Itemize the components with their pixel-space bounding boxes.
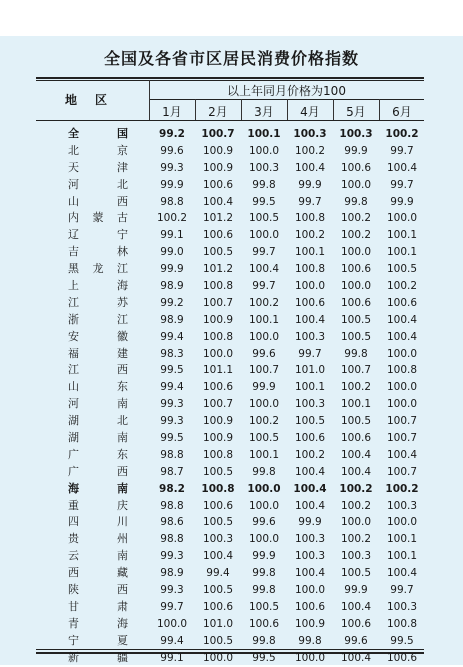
table-row — [36, 194, 424, 211]
index-value: 100.8 — [386, 364, 418, 377]
month-header: 5月 — [346, 105, 366, 119]
index-value: 99.7 — [390, 584, 414, 597]
table-row — [36, 548, 424, 565]
index-value: 100.0 — [248, 229, 280, 242]
table-row — [36, 413, 424, 430]
table-row — [36, 227, 424, 244]
index-value: 99.8 — [252, 584, 276, 597]
index-value: 100.2 — [385, 482, 419, 495]
index-value: 100.0 — [248, 398, 280, 411]
index-value: 100.7 — [386, 432, 418, 445]
index-value: 100.2 — [294, 144, 326, 157]
index-value: 99.3 — [160, 415, 184, 428]
table-row — [36, 650, 424, 667]
index-value: 100.6 — [340, 161, 372, 174]
region-name: 广 东 — [68, 447, 128, 461]
month-header: 1月 — [162, 105, 182, 119]
table-row — [36, 346, 424, 363]
index-value: 99.8 — [298, 634, 322, 647]
table-row — [36, 599, 424, 616]
month-divider — [379, 99, 380, 120]
index-value: 99.3 — [160, 398, 184, 411]
index-value: 99.9 — [390, 195, 414, 208]
index-value: 99.0 — [160, 246, 184, 259]
index-value: 100.5 — [340, 415, 372, 428]
region-name: 重 庆 — [68, 498, 128, 512]
index-value: 101.2 — [202, 263, 234, 276]
index-value: 100.5 — [294, 415, 326, 428]
index-value: 99.9 — [344, 584, 368, 597]
index-value: 99.8 — [344, 195, 368, 208]
index-value: 100.4 — [248, 263, 280, 276]
index-value: 100.9 — [294, 617, 326, 630]
index-value: 100.1 — [294, 381, 326, 394]
month-divider — [241, 99, 242, 120]
index-value: 100.4 — [386, 313, 418, 326]
index-value: 98.6 — [160, 516, 184, 529]
index-value: 100.1 — [386, 246, 418, 259]
index-value: 100.6 — [340, 263, 372, 276]
index-value: 100.2 — [340, 381, 372, 394]
index-value: 100.4 — [340, 465, 372, 478]
index-value: 101.0 — [294, 364, 326, 377]
region-name: 广 西 — [68, 464, 128, 478]
index-value: 100.4 — [293, 482, 327, 495]
index-value: 99.8 — [252, 634, 276, 647]
index-value: 100.7 — [248, 364, 280, 377]
index-value: 99.5 — [390, 634, 414, 647]
table-row — [36, 514, 424, 531]
index-value: 99.3 — [160, 584, 184, 597]
region-name: 湖 南 — [68, 431, 128, 445]
index-value: 100.2 — [340, 499, 372, 512]
month-header: 3月 — [254, 105, 274, 119]
index-value: 100.5 — [202, 465, 234, 478]
table-row — [36, 379, 424, 396]
region-name: 湖 北 — [68, 414, 128, 428]
index-value: 98.8 — [160, 195, 184, 208]
index-value: 100.4 — [340, 448, 372, 461]
index-value: 99.9 — [160, 263, 184, 276]
index-value: 100.6 — [340, 296, 372, 309]
month-header: 2月 — [208, 105, 228, 119]
index-value: 99.5 — [252, 651, 276, 664]
index-value: 100.1 — [386, 550, 418, 563]
index-value: 100.3 — [294, 533, 326, 546]
region-name: 浙 江 — [68, 312, 128, 326]
index-value: 99.6 — [252, 347, 276, 360]
region-name: 海 南 — [68, 481, 128, 495]
region-name: 河 北 — [68, 177, 128, 191]
index-value: 100.7 — [386, 415, 418, 428]
index-value: 99.1 — [160, 651, 184, 664]
index-value: 100.0 — [386, 516, 418, 529]
index-value: 100.2 — [248, 415, 280, 428]
table-row — [36, 616, 424, 633]
index-value: 99.7 — [298, 347, 322, 360]
index-value: 100.1 — [248, 313, 280, 326]
index-value: 100.6 — [202, 178, 234, 191]
index-value: 100.0 — [202, 347, 234, 360]
index-value: 100.0 — [386, 398, 418, 411]
index-value: 100.5 — [340, 567, 372, 580]
index-value: 100.4 — [294, 313, 326, 326]
index-value: 99.6 — [252, 516, 276, 529]
index-value: 99.3 — [160, 161, 184, 174]
region-name: 北 京 — [68, 143, 128, 157]
index-value: 100.9 — [202, 415, 234, 428]
region-name: 山 西 — [68, 194, 128, 208]
index-value: 99.9 — [252, 550, 276, 563]
index-value: 99.2 — [160, 296, 184, 309]
table-row — [36, 312, 424, 329]
table-row — [36, 278, 424, 295]
index-value: 99.7 — [390, 178, 414, 191]
index-value: 101.0 — [202, 617, 234, 630]
index-value: 100.4 — [202, 195, 234, 208]
index-value: 100.7 — [386, 465, 418, 478]
region-name: 内 蒙 古 — [68, 211, 128, 225]
index-value: 99.3 — [160, 550, 184, 563]
index-value: 100.5 — [202, 634, 234, 647]
index-value: 99.5 — [160, 432, 184, 445]
top-rule — [36, 77, 424, 79]
index-value: 99.2 — [159, 128, 185, 140]
index-value: 100.5 — [340, 313, 372, 326]
index-value: 100.2 — [340, 229, 372, 242]
index-value: 100.7 — [201, 128, 235, 140]
index-value: 100.7 — [202, 398, 234, 411]
region-name: 西 藏 — [68, 566, 128, 580]
table-row — [36, 565, 424, 582]
month-header: 4月 — [300, 105, 320, 119]
index-value: 100.6 — [340, 432, 372, 445]
page-title: 全国及各省市区居民消费价格指数 — [103, 49, 359, 68]
table-row — [36, 126, 424, 143]
index-value: 100.2 — [340, 533, 372, 546]
index-value: 100.9 — [202, 313, 234, 326]
index-value: 98.2 — [159, 482, 185, 495]
index-value: 100.6 — [386, 296, 418, 309]
index-value: 100.0 — [294, 651, 326, 664]
table-row — [36, 447, 424, 464]
index-value: 100.4 — [202, 550, 234, 563]
index-value: 100.3 — [248, 161, 280, 174]
index-value: 100.5 — [202, 516, 234, 529]
table-panel — [0, 36, 463, 665]
index-value: 100.6 — [202, 600, 234, 613]
month-divider — [333, 99, 334, 120]
index-value: 98.7 — [160, 465, 184, 478]
table-row — [36, 464, 424, 481]
index-value: 100.9 — [202, 144, 234, 157]
table-row — [36, 531, 424, 548]
index-value: 100.0 — [248, 144, 280, 157]
index-value: 100.0 — [247, 482, 281, 495]
index-value: 98.9 — [160, 280, 184, 293]
index-value: 100.8 — [294, 263, 326, 276]
index-value: 100.3 — [339, 128, 373, 140]
index-value: 99.5 — [252, 195, 276, 208]
index-value: 100.6 — [294, 432, 326, 445]
table-row — [36, 498, 424, 515]
table-row — [36, 329, 424, 346]
index-value: 99.4 — [206, 567, 230, 580]
index-value: 98.8 — [160, 448, 184, 461]
index-value: 100.3 — [202, 533, 234, 546]
index-value: 100.2 — [294, 448, 326, 461]
index-value: 100.0 — [386, 381, 418, 394]
region-name: 江 西 — [68, 363, 128, 377]
index-value: 100.6 — [248, 617, 280, 630]
index-value: 99.9 — [160, 178, 184, 191]
data-rows — [36, 126, 424, 667]
table-row — [36, 362, 424, 379]
month-header: 6月 — [392, 105, 412, 119]
region-name: 青 海 — [68, 616, 128, 630]
index-value: 100.8 — [386, 617, 418, 630]
index-value: 99.8 — [344, 347, 368, 360]
index-value: 99.7 — [298, 195, 322, 208]
index-value: 100.0 — [248, 330, 280, 343]
index-value: 99.4 — [160, 381, 184, 394]
index-value: 98.3 — [160, 347, 184, 360]
index-value: 100.0 — [294, 280, 326, 293]
index-value: 100.2 — [156, 212, 188, 225]
index-value: 98.8 — [160, 533, 184, 546]
index-value: 100.5 — [248, 600, 280, 613]
index-value: 100.6 — [202, 381, 234, 394]
table-row — [36, 244, 424, 261]
table-row — [36, 261, 424, 278]
index-value: 99.5 — [160, 364, 184, 377]
index-value: 99.8 — [252, 567, 276, 580]
index-value: 101.1 — [202, 364, 234, 377]
index-value: 100.4 — [340, 651, 372, 664]
region-name: 河 南 — [68, 397, 128, 411]
index-value: 100.1 — [247, 128, 281, 140]
index-value: 100.8 — [202, 280, 234, 293]
index-value: 99.9 — [298, 178, 322, 191]
index-value: 99.4 — [160, 330, 184, 343]
index-value: 100.2 — [340, 212, 372, 225]
index-value: 98.9 — [160, 567, 184, 580]
index-value: 100.8 — [202, 330, 234, 343]
index-value: 100.6 — [294, 296, 326, 309]
index-value: 100.0 — [248, 499, 280, 512]
index-value: 100.7 — [340, 364, 372, 377]
index-value: 100.6 — [294, 600, 326, 613]
index-value: 100.1 — [340, 398, 372, 411]
index-value: 100.4 — [386, 448, 418, 461]
table-row — [36, 143, 424, 160]
region-name: 四 川 — [68, 515, 128, 529]
index-value: 100.0 — [294, 584, 326, 597]
index-value: 100.6 — [202, 229, 234, 242]
index-value: 100.6 — [386, 651, 418, 664]
region-name: 云 南 — [68, 549, 128, 563]
index-value: 99.7 — [160, 600, 184, 613]
table-row — [36, 210, 424, 227]
index-value: 100.4 — [294, 161, 326, 174]
region-name: 黑 龙 江 — [68, 262, 128, 276]
index-value: 100.8 — [201, 482, 235, 495]
index-value: 100.7 — [202, 296, 234, 309]
index-value: 99.9 — [344, 144, 368, 157]
table-row — [36, 160, 424, 177]
index-value: 100.4 — [294, 499, 326, 512]
index-value: 100.4 — [294, 567, 326, 580]
table-row — [36, 396, 424, 413]
region-name: 陕 西 — [68, 583, 128, 597]
index-value: 100.5 — [202, 584, 234, 597]
top-rule-inner — [36, 80, 424, 81]
region-name: 山 东 — [68, 380, 128, 394]
table-row — [36, 582, 424, 599]
index-value: 100.4 — [386, 330, 418, 343]
index-value: 100.0 — [386, 212, 418, 225]
region-name: 全 国 — [68, 127, 128, 140]
index-value: 100.5 — [248, 432, 280, 445]
index-value: 100.2 — [339, 482, 373, 495]
table-row — [36, 177, 424, 194]
index-value: 99.6 — [160, 144, 184, 157]
index-value: 100.5 — [202, 246, 234, 259]
index-value: 99.7 — [252, 280, 276, 293]
index-value: 99.6 — [344, 634, 368, 647]
index-value: 100.0 — [340, 178, 372, 191]
region-name: 天 津 — [68, 160, 128, 174]
index-value: 100.5 — [340, 330, 372, 343]
index-value: 100.1 — [248, 448, 280, 461]
table-row — [36, 295, 424, 312]
index-value: 99.9 — [252, 381, 276, 394]
index-value: 100.2 — [294, 229, 326, 242]
index-value: 100.3 — [294, 550, 326, 563]
index-value: 100.4 — [386, 161, 418, 174]
region-name: 宁 夏 — [68, 633, 128, 647]
index-value: 100.9 — [202, 432, 234, 445]
table-row — [36, 430, 424, 447]
index-value: 100.1 — [386, 229, 418, 242]
index-value: 100.0 — [386, 347, 418, 360]
region-name: 吉 林 — [68, 245, 128, 259]
index-value: 100.0 — [340, 280, 372, 293]
index-value: 100.6 — [340, 617, 372, 630]
index-value: 100.5 — [386, 263, 418, 276]
index-value: 100.4 — [386, 567, 418, 580]
index-value: 99.1 — [160, 229, 184, 242]
index-value: 100.3 — [386, 600, 418, 613]
index-value: 100.9 — [202, 161, 234, 174]
region-name: 安 徽 — [68, 329, 128, 343]
index-value: 100.2 — [248, 296, 280, 309]
region-header: 地区 — [64, 93, 125, 107]
index-value: 100.3 — [294, 398, 326, 411]
region-name: 福 建 — [68, 346, 128, 360]
index-value: 100.3 — [386, 499, 418, 512]
index-value: 100.4 — [340, 600, 372, 613]
index-value: 100.0 — [340, 246, 372, 259]
index-value: 99.8 — [252, 178, 276, 191]
index-value: 100.0 — [340, 516, 372, 529]
index-value: 100.3 — [294, 330, 326, 343]
base-period-header: 以上年同月价格为100 — [227, 84, 346, 98]
index-value: 100.5 — [248, 212, 280, 225]
region-name: 贵 州 — [68, 532, 128, 546]
table-row — [36, 633, 424, 650]
table-row — [36, 481, 424, 498]
index-value: 100.0 — [248, 533, 280, 546]
index-value: 100.0 — [156, 617, 188, 630]
index-value: 100.2 — [385, 128, 419, 140]
index-value: 98.9 — [160, 313, 184, 326]
region-name: 江 苏 — [68, 295, 128, 309]
index-value: 99.8 — [252, 465, 276, 478]
index-value: 100.8 — [294, 212, 326, 225]
month-divider — [287, 99, 288, 120]
top-band — [0, 0, 463, 36]
index-value: 99.7 — [390, 144, 414, 157]
index-value: 99.9 — [298, 516, 322, 529]
header-rule — [36, 120, 424, 121]
index-value: 99.7 — [252, 246, 276, 259]
index-value: 100.3 — [340, 550, 372, 563]
index-value: 100.3 — [293, 128, 327, 140]
index-value: 100.6 — [202, 499, 234, 512]
region-name: 辽 宁 — [68, 228, 128, 242]
region-name: 甘 肃 — [68, 599, 128, 613]
index-value: 99.4 — [160, 634, 184, 647]
index-value: 100.2 — [386, 280, 418, 293]
region-name: 上 海 — [68, 279, 128, 293]
index-value: 101.2 — [202, 212, 234, 225]
index-value: 98.8 — [160, 499, 184, 512]
month-divider — [195, 99, 196, 120]
index-value: 100.8 — [202, 448, 234, 461]
index-value: 100.0 — [202, 651, 234, 664]
index-value: 100.4 — [294, 465, 326, 478]
region-name: 新 疆 — [68, 650, 128, 664]
index-value: 100.1 — [386, 533, 418, 546]
index-value: 100.1 — [294, 246, 326, 259]
